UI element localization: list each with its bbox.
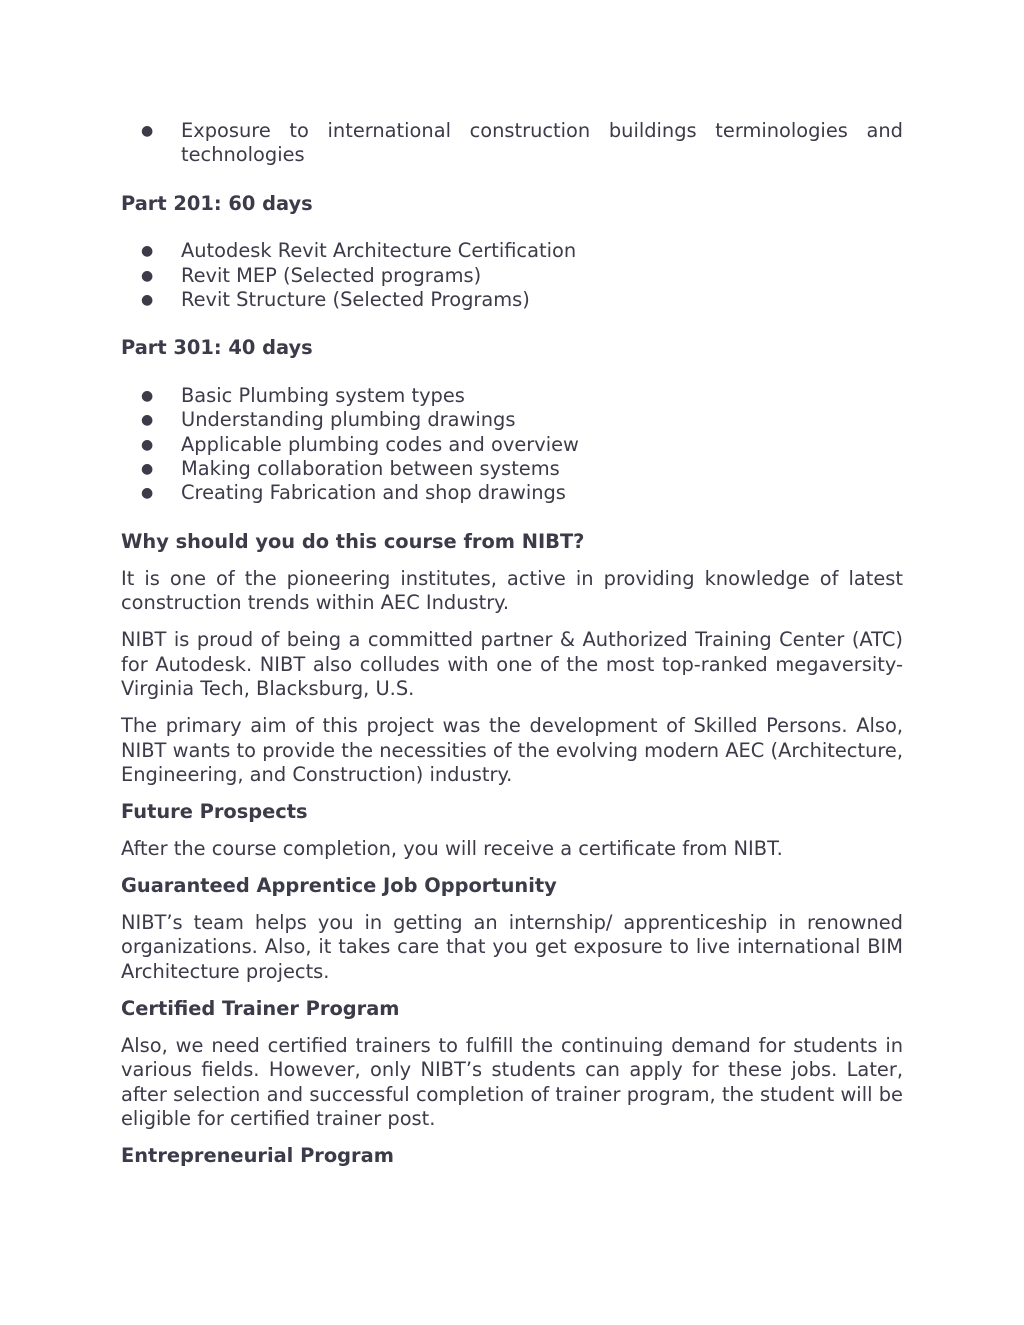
list-item-text: Applicable plumbing codes and overview <box>181 432 579 456</box>
document-page <box>121 119 903 1181</box>
list-item-text: Exposure to international construction buildings terminologies and technologies <box>181 119 903 167</box>
list-item <box>121 119 903 168</box>
bullet-icon: ● <box>141 243 154 260</box>
why-paragraph-1: It is one of the pioneering institutes, active in providing knowledge of latest construction trends within AEC Industry. <box>121 566 903 615</box>
list-item <box>121 239 903 263</box>
list-item-text: Revit Structure (Selected Programs) <box>181 288 530 312</box>
list-item-text: Autodesk Revit Architecture Certification <box>181 239 577 263</box>
list-item <box>121 408 903 432</box>
list-item <box>121 457 903 481</box>
trainer-paragraph: Also, we need certified trainers to fulfill the continuing demand for students in various fields. However, only NIBT’s students can apply for these jobs. Later, after selection and successful completion of trainer program, the student will be eligible for certified trainer post. <box>121 1033 903 1130</box>
bullet-icon: ● <box>141 412 154 429</box>
future-prospects-paragraph: After the course completion, you will receive a certificate from NIBT. <box>121 836 783 860</box>
trainer-heading: Certified Trainer Program <box>121 996 400 1020</box>
bullet-icon: ● <box>141 485 154 502</box>
why-paragraph-3: The primary aim of this project was the development of Skilled Persons. Also, NIBT wants to provide the necessities of the evolving modern AEC (Architecture, Engineering, and Construction) industry. <box>121 714 903 786</box>
list-item-text: Understanding plumbing drawings <box>181 408 516 432</box>
intro-bullet-list <box>121 119 903 168</box>
list-item-text: Creating Fabrication and shop drawings <box>181 481 566 505</box>
bullet-icon: ● <box>141 267 154 284</box>
entrepreneurial-heading: Entrepreneurial Program <box>121 1143 394 1167</box>
list-item <box>121 481 903 505</box>
bullet-icon: ● <box>141 387 154 404</box>
list-item-text: Revit MEP (Selected programs) <box>181 263 482 287</box>
why-paragraph-2: NIBT is proud of being a committed partner & Authorized Training Center (ATC) for Autodesk. NIBT also colludes with one of the most top-ranked megaversity- Virginia Tech, Blacksburg, U.S. <box>121 628 903 701</box>
list-item <box>121 384 903 408</box>
apprentice-heading: Guaranteed Apprentice Job Opportunity <box>121 873 557 897</box>
apprentice-paragraph: NIBT’s team helps you in getting an internship/ apprenticeship in renowned organizations. Also, it takes care that you get exposure to live international BIM Architecture projects. <box>121 910 903 983</box>
part-301-heading: Part 301: 40 days <box>121 336 313 360</box>
why-heading: Why should you do this course from NIBT? <box>121 529 585 553</box>
list-item <box>121 264 903 288</box>
list-item <box>121 433 903 457</box>
bullet-icon: ● <box>141 292 154 309</box>
list-item-text: Basic Plumbing system types <box>181 383 465 407</box>
bullet-icon: ● <box>141 436 154 453</box>
future-prospects-heading: Future Prospects <box>121 799 308 823</box>
bullet-icon: ● <box>141 123 154 139</box>
part-201-list <box>121 239 903 312</box>
part-201-heading: Part 201: 60 days <box>121 191 313 215</box>
part-301-list <box>121 384 903 506</box>
list-item-text: Making collaboration between systems <box>181 457 560 481</box>
list-item <box>121 288 903 312</box>
bullet-icon: ● <box>141 461 154 478</box>
